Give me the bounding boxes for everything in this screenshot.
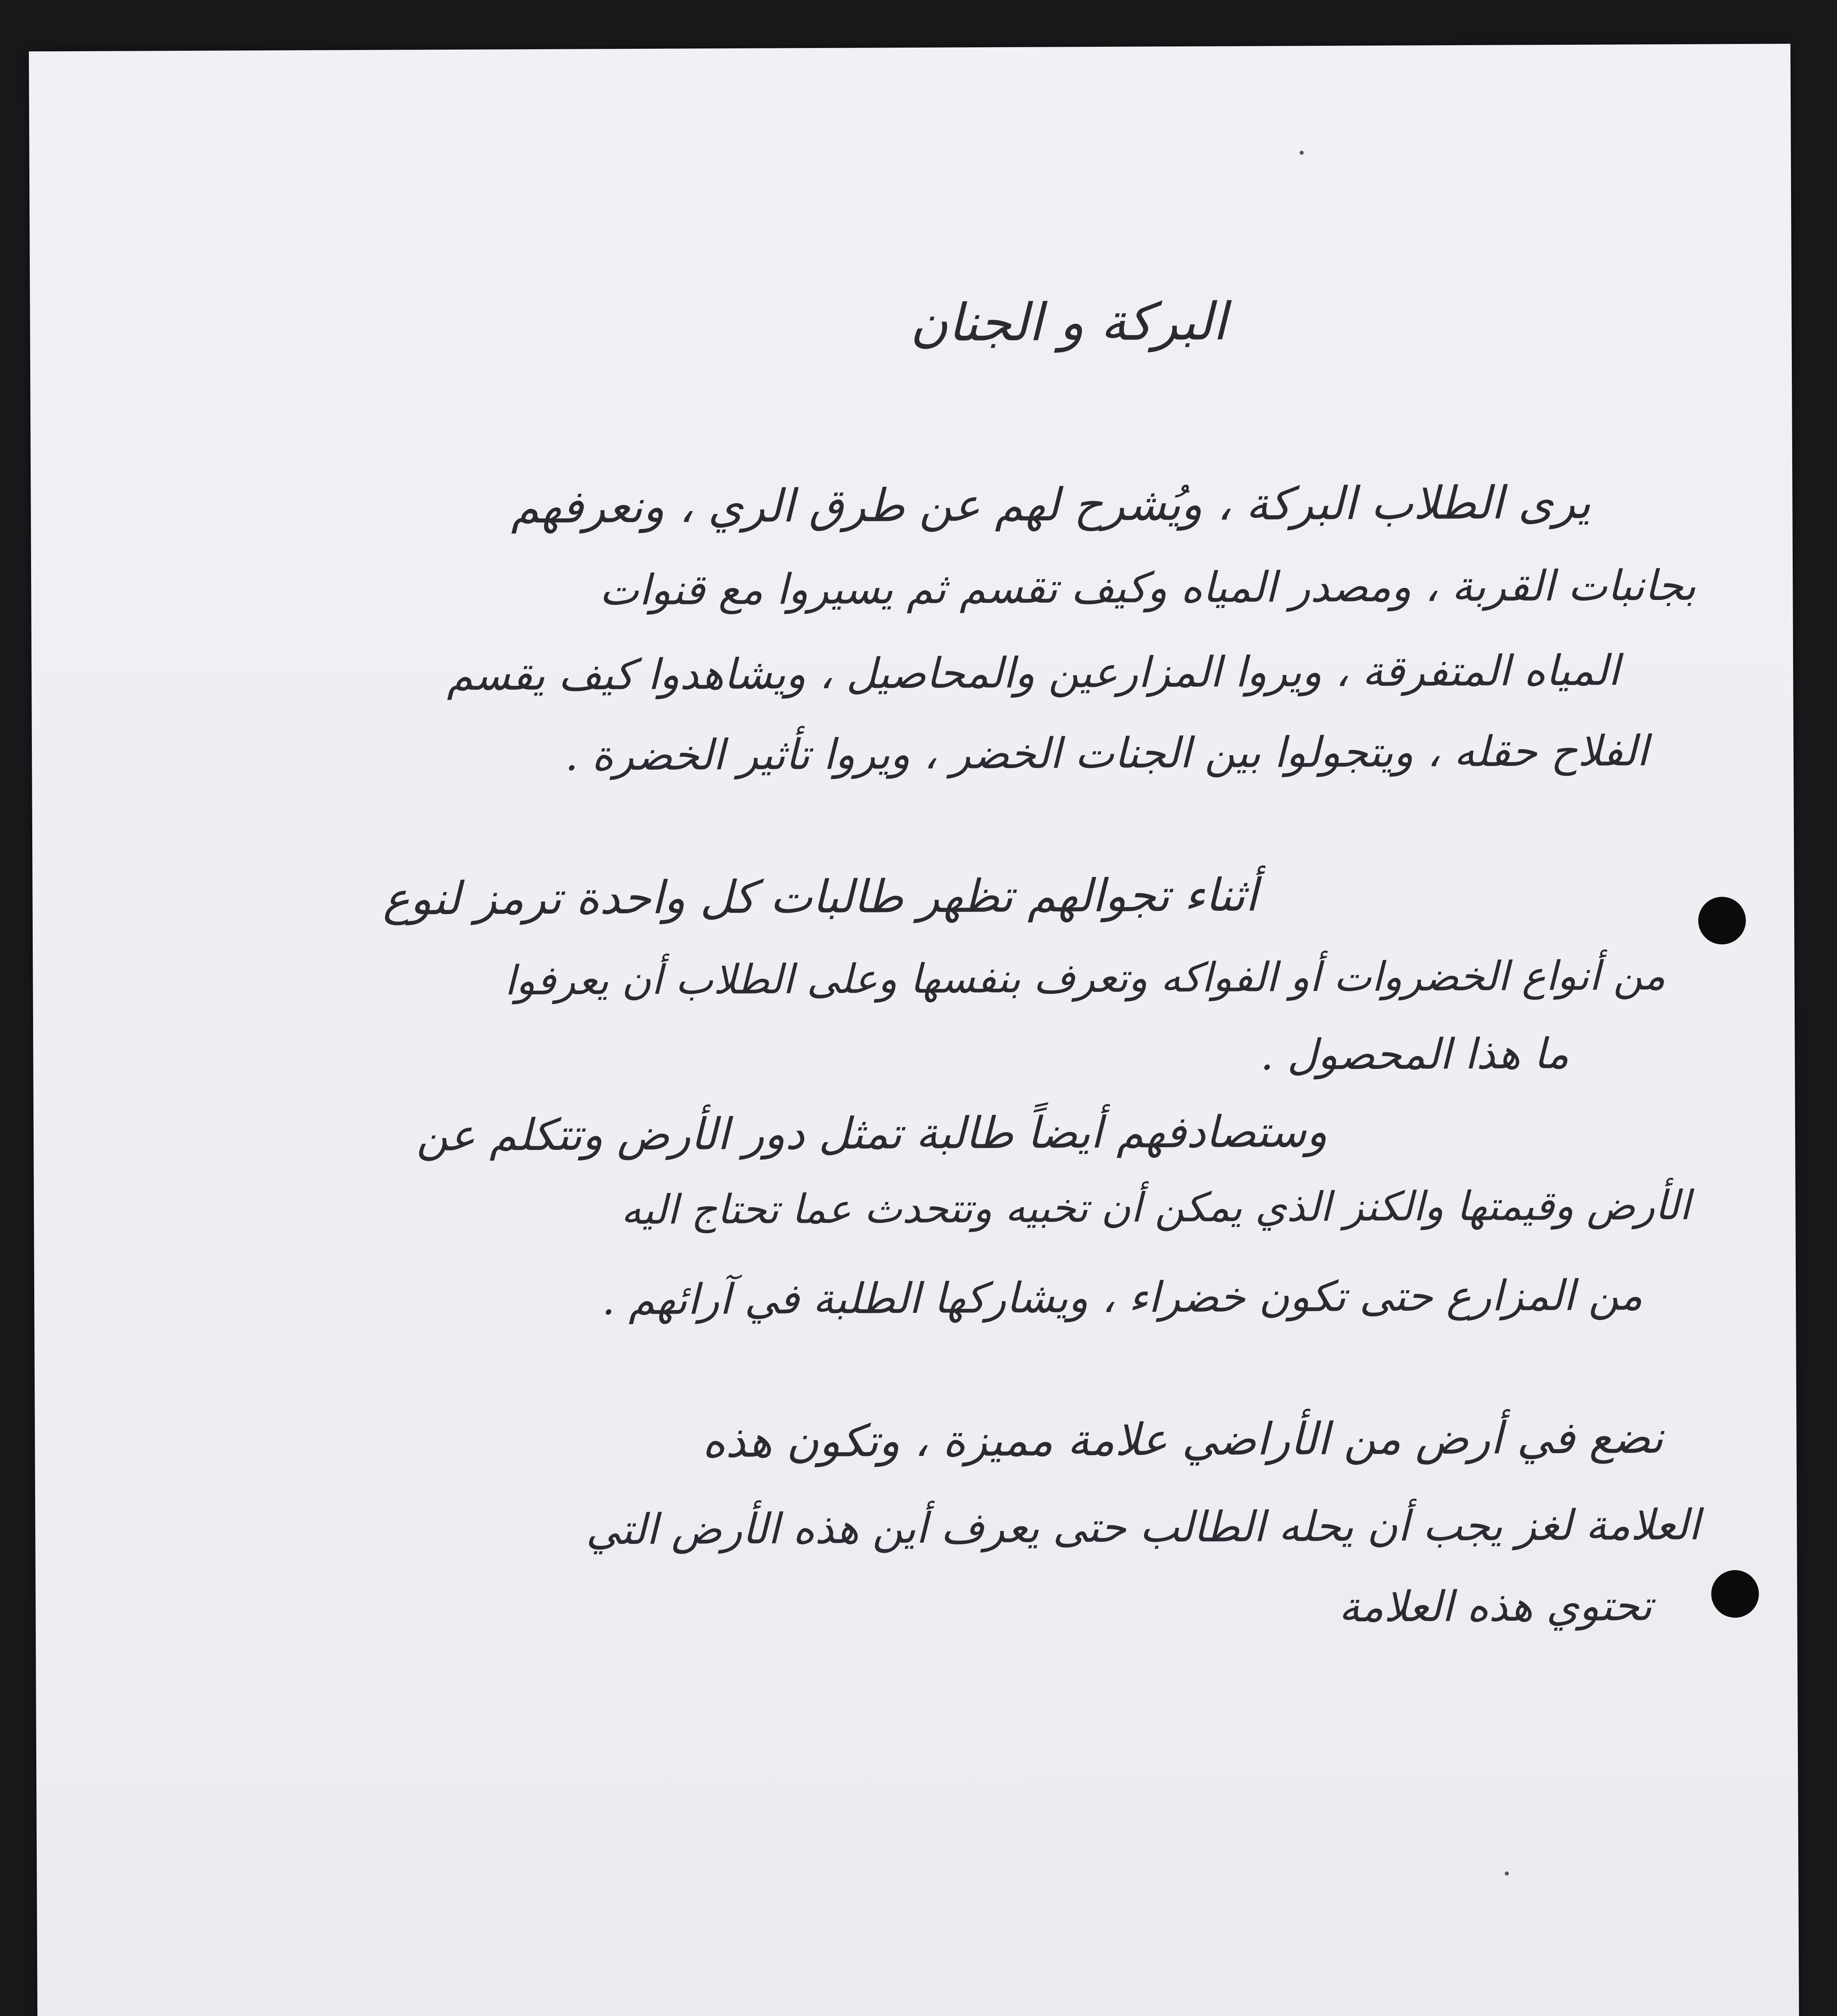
ink-speck: [1505, 1872, 1509, 1876]
paragraph-2-line-2: من أنواع الخضروات أو الفواكه وتعرف بنفسها وعلى الطلاب أن يعرفوا: [504, 952, 1666, 1004]
paragraph-4-line-3: تحتوي هذه العلامة: [1339, 1581, 1652, 1632]
paragraph-1-line-4: الفلاح حقله ، ويتجولوا بين الجنات الخضر ، ويروا تأثير الخضرة .: [565, 726, 1649, 780]
paragraph-4-line-1: نضع في أرض من الأراضي علامة مميزة ، وتكون هذه: [702, 1411, 1664, 1468]
document-title: البركة و الجنان: [910, 292, 1227, 354]
paragraph-4-line-2: العلامة لغز يجب أن يحله الطالب حتى يعرف أين هذه الأرض التي: [586, 1500, 1700, 1554]
paper-sheet: [29, 44, 1802, 2016]
paragraph-1-line-2: بجانبات القربة ، ومصدر المياه وكيف تقسم ثم يسيروا مع قنوات: [599, 560, 1696, 615]
paragraph-1-line-1: يرى الطلاب البركة ، ويُشرح لهم عن طرق الري ، ونعرفهم: [511, 476, 1591, 534]
paragraph-3-line-1: وستصادفهم أيضاً طالبة تمثل دور الأرض وتتكلم عن: [416, 1106, 1328, 1161]
punch-hole-lower: [1711, 1570, 1759, 1618]
paragraph-2-line-1: أثناء تجوالهم تظهر طالبات كل واحدة ترمز لنوع: [382, 869, 1258, 925]
paragraph-2-line-3: ما هذا المحصول .: [1260, 1029, 1569, 1080]
paragraph-1-line-3: المياه المتفرقة ، ويروا المزارعين والمحاصيل ، ويشاهدوا كيف يقسم: [446, 646, 1620, 700]
paragraph-3-line-2: الأرض وقيمتها والكنز الذي يمكن أن تخبيه وتتحدث عما تحتاج اليه: [621, 1181, 1691, 1234]
paragraph-3-line-3: من المزارع حتى تكون خضراء ، ويشاركها الطلبة في آرائهم .: [601, 1270, 1643, 1325]
ink-speck: [1300, 151, 1304, 155]
punch-hole-upper: [1698, 897, 1746, 945]
